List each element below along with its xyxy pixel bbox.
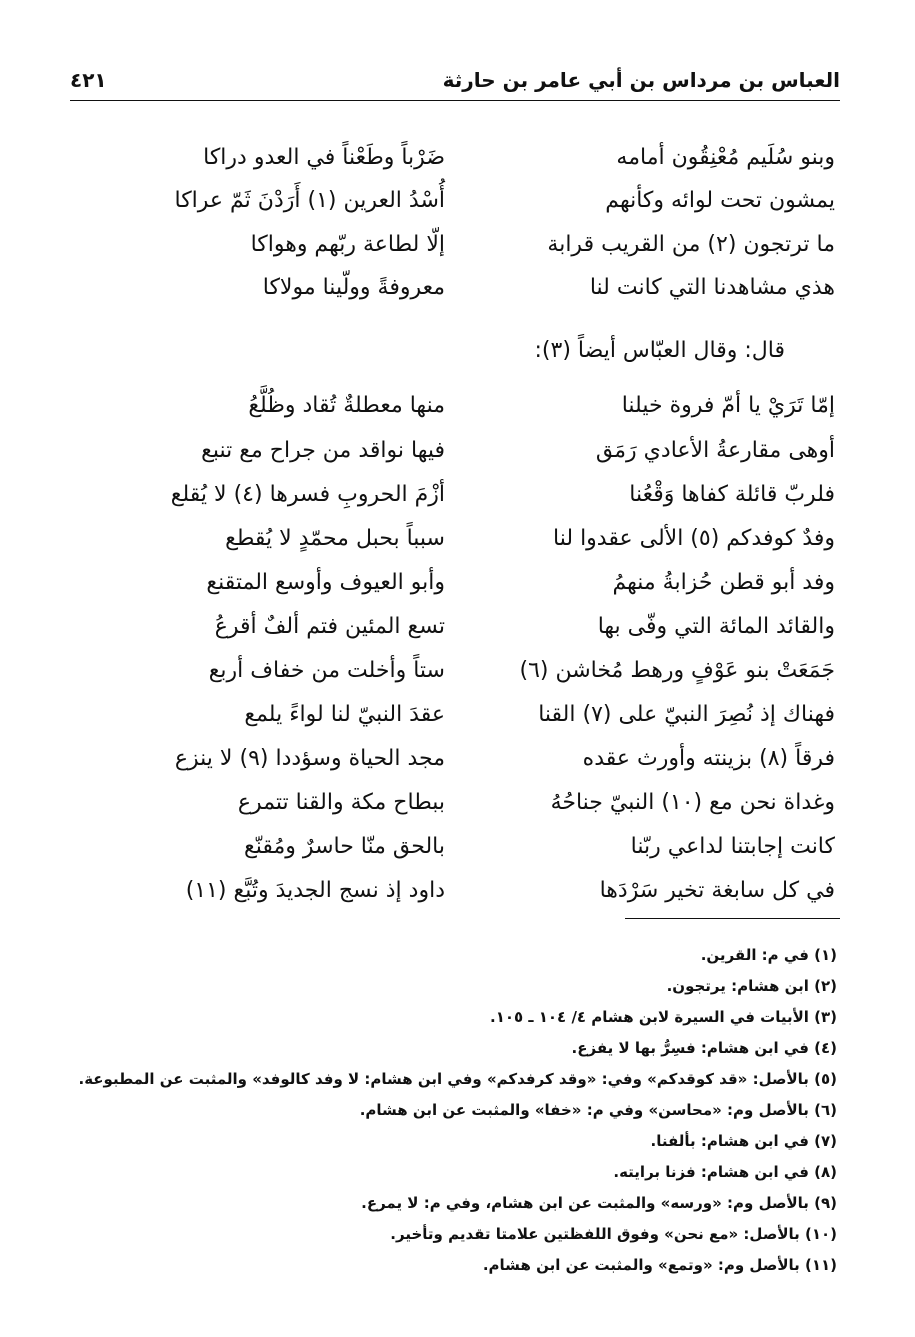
footnote: (١٠) بالأصل: «مع نحن» وفوق اللفظتين علامتا تقديم وتأخير. [390,1225,837,1243]
footnote-separator [625,918,840,919]
footnote: (٢) ابن هشام: يرتجون. [666,977,837,995]
footnote: (١١) بالأصل وم: «وتمع» والمثبت عن ابن هشام. [482,1256,837,1274]
verse-hemistich-left: ستاً وأخلت من خفاف أربع [208,658,445,683]
verse-hemistich-right: أوهى مقارعةُ الأعادي رَمَق [595,438,835,463]
verse-hemistich-left: منها معطلةٌ تُقاد وظُلَّعُ [248,393,445,418]
verse-hemistich-right: فرقاً (٨) بزينته وأورث عقده [582,746,835,771]
verse-hemistich-left: سبباً بحبل محمّدٍ لا يُقطع [225,526,445,551]
footnote: (٩) بالأصل وم: «ورسه» والمثبت عن ابن هشام، وفي م: لا يمرع. [361,1194,837,1212]
footnote: (٤) في ابن هشام: فسِرُّ بها لا يفزع. [571,1039,837,1057]
poem-intro: قال: وقال العبّاس أيضاً (٣): [534,338,785,363]
footnote: (٧) في ابن هشام: بألفنا. [650,1132,837,1150]
verse-hemistich-left: أزْمَ الحروبِ فسرها (٤) لا يُقلع [170,482,445,507]
verse-hemistich-right: في كل سابغة تخير سَرْدَها [599,878,835,903]
footnotes [77,940,837,1281]
page-number: ٤٢١ [70,68,107,92]
verse-hemistich-left: تسع المئين فتم ألفٌ أقرعُ [214,614,445,639]
verse-hemistich-left: داود إذ نسج الجديدَ وتُبَّع (١١) [185,878,445,903]
verse-hemistich-left: بالحق منّا حاسرٌ ومُقنّع [244,834,445,859]
verse-hemistich-left: أُسْدُ العرين (١) أَرَدْنَ ثَمّ عراكا [174,188,445,213]
footnote: (٦) بالأصل وم: «محاسن» وفي م: «خفا» والمثبت عن ابن هشام. [359,1101,837,1119]
verse-hemistich-left: ببطاح مكة والقنا تتمرع [237,790,445,815]
verse-hemistich-left: وأبو العيوف وأوسع المتقنع [206,570,445,595]
verse-hemistich-left: عقدَ النبيّ لنا لواءً يلمع [244,702,445,727]
verse-hemistich-right: والقائد المائة التي وفّى بها [597,614,835,639]
verse-hemistich-right: ما ترتجون (٢) من القريب قرابة [547,232,835,257]
verse-hemistich-right: وفدٌ كوفدكم (٥) الألى عقدوا لنا [553,526,835,551]
footnote: (٥) بالأصل: «قد كوقدكم» وفي: «وقد كرفدكم» وفي ابن هشام: لا وفد كالوفد» والمثبت عن المطبوعة. [78,1070,837,1088]
verse-hemistich-right: جَمَعَتْ بنو عَوْفٍ ورهط مُخاشن (٦) [519,658,835,683]
verse-hemistich-left: مجد الحياة وسؤددا (٩) لا ينزع [174,746,445,771]
verse-hemistich-right: كانت إجابتنا لداعي ربّنا [630,834,835,859]
chapter-title: العباس بن مرداس بن أبي عامر بن حارثة [442,68,840,92]
footnote: (٨) في ابن هشام: فزنا برايته. [613,1163,837,1181]
verse-hemistich-left: فيها نواقد من جراح مع تنبع [201,438,445,463]
verse-hemistich-right: هذي مشاهدنا التي كانت لنا [589,275,835,300]
verse-hemistich-right: وبنو سُلَيم مُعْنِقُون أمامه [616,145,835,170]
verse-hemistich-right: فلربّ قائلة كفاها وَقْعُنا [629,482,835,507]
verse-hemistich-right: وفد أبو قطن حُزابةُ منهمُ [612,570,835,595]
footnote: (١) في م: القرين. [700,946,837,964]
verse-hemistich-left: إلّا لطاعة ربّهم وهواكا [250,232,445,257]
verse-hemistich-right: فهناك إذ نُصِرَ النبيّ على (٧) القنا [538,702,835,727]
verse-hemistich-right: إمّا تَرَيْ يا أمّ فروة خيلنا [621,393,835,418]
header-rule [70,100,840,101]
verse-hemistich-right: وغداة نحن مع (١٠) النبيّ جناحُهُ [550,790,835,815]
verse-hemistich-right: يمشون تحت لوائه وكأنهم [605,188,835,213]
verse-hemistich-left: معروفةً وولّينا مولاكا [262,275,445,300]
running-header [70,60,840,100]
verse-hemistich-left: ضَرْباً وطَعْناً في العدو دراكا [203,145,445,170]
footnote: (٣) الأبيات في السيرة لابن هشام ٤/ ١٠٤ ـ ١٠٥. [490,1008,837,1026]
